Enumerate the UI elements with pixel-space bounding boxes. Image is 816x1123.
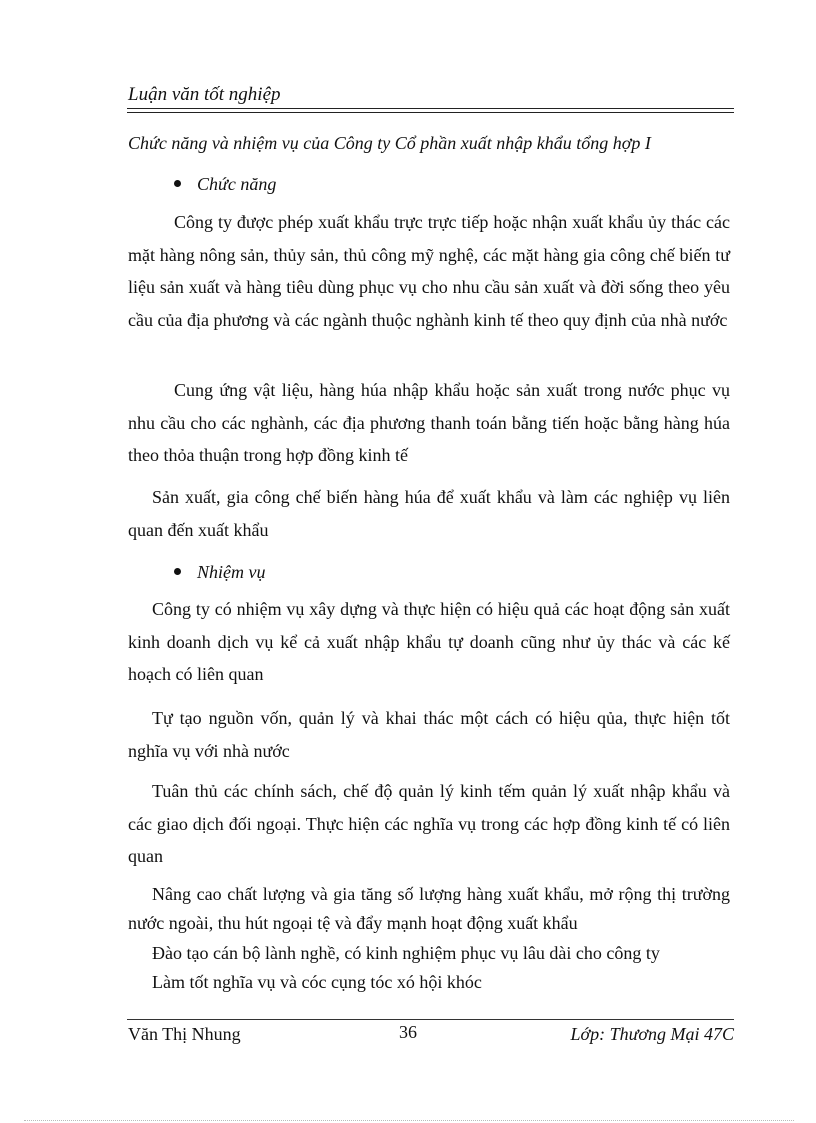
- paragraph-line: Đào tạo cán bộ lành nghề, có kinh nghiệm phục vụ lâu dài cho công ty: [152, 943, 660, 963]
- bullet-label: Nhiệm vụ: [197, 562, 266, 582]
- bullet-chuc-nang: [174, 174, 276, 195]
- paragraph: Tuân thủ các chính sách, chế độ quản lý kinh tếm quản lý xuất nhập khẩu và các giao dịch đối ngoại. Thực hiện các nghĩa vụ trong các hợp đồng kinh tế có liên quan: [128, 781, 730, 866]
- paragraph: Công ty có nhiệm vụ xây dựng và thực hiện có hiệu quả các hoạt động sản xuất kinh doanh dịch vụ kể cả xuất nhập khẩu tự doanh cũng như ủy thác và các kế hoạch có liên quan: [128, 599, 730, 684]
- paragraph: Công ty được phép xuất khẩu trực trực tiếp hoặc nhận xuất khẩu ủy thác các mặt hàng nông sản, thủy sản, thủ công mỹ nghệ, các mặt hàng gia công chế biến tư liệu sản xuất và hàng tiêu dùng phục vụ cho nhu cầu sản xuất và đời sống theo yêu cầu của địa phương và các ngành thuộc nghành kinh tế theo quy định của nhà nước: [128, 212, 730, 330]
- footer-rule: [127, 1019, 734, 1020]
- paragraph: Cung ứng vật liệu, hàng húa nhập khẩu hoặc sản xuất trong nước phục vụ nhu cầu cho các nghành, các địa phương thanh toán bằng tiến hoặc bằng hàng húa theo thỏa thuận trong hợp đồng kinh tế: [128, 380, 730, 465]
- paragraph: Tự tạo nguồn vốn, quản lý và khai thác một cách có hiệu qủa, thực hiện tốt nghĩa vụ với nhà nước: [128, 708, 730, 761]
- paragraph: Nâng cao chất lượng và gia tăng số lượng hàng xuất khẩu, mở rộng thị trường nước ngoài, thu hút ngoại tệ và đẩy mạnh hoạt động xuất khẩu: [128, 884, 730, 933]
- page-edge-border: [24, 1120, 794, 1121]
- footer-author: Văn Thị Nhung: [128, 1024, 241, 1044]
- header-rule-top: [127, 108, 734, 109]
- header-rule-bottom: [127, 112, 734, 113]
- footer-class: Lớp: Thương Mại 47C: [570, 1024, 734, 1044]
- bullet-label: Chức năng: [197, 174, 277, 194]
- paragraph: Sản xuất, gia công chế biến hàng húa để xuất khẩu và làm các nghiệp vụ liên quan đến xuất khẩu: [128, 487, 730, 540]
- section-title: Chức năng và nhiệm vụ của Công ty Cổ phần xuất nhập khẩu tổng hợp I: [128, 133, 651, 153]
- page-number: 36: [399, 1022, 417, 1042]
- bullet-dot-icon: [174, 568, 181, 575]
- paragraph-line: Làm tốt nghĩa vụ và cóc cụng tóc xó hội khóc: [152, 972, 482, 992]
- page-header-title: Luận văn tốt nghiệp: [128, 84, 281, 105]
- bullet-dot-icon: [174, 180, 181, 187]
- bullet-nhiem-vu: [174, 562, 265, 583]
